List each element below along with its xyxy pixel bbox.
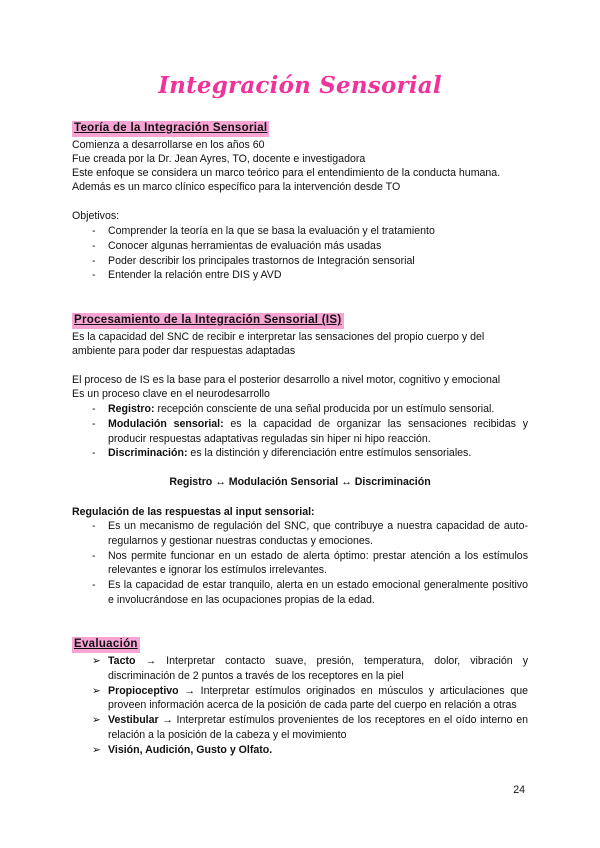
list-item: - Conocer algunas herramientas de evaluación más usadas <box>92 239 382 252</box>
arrow-bullet-icon: ➢ <box>92 743 101 756</box>
sequence-line: Registro ↔ Modulación Sensorial ↔ Discriminación <box>169 476 431 488</box>
text-line: Fue creada por la Dr. Jean Ayres, TO, docente e investigadora <box>72 153 366 165</box>
list-item: - Es la capacidad de estar tranquilo, alerta en un estado emocional generalmente positivo e involucrándose en las ocupaciones propias de la edad. <box>92 579 528 606</box>
list-item: ➢ Propioceptivo → Interpretar estímulos originados en músculos y articulaciones que proveen información acerca de la posición de cada parte del cuerpo en relación a otras <box>92 684 528 712</box>
page-title: Integración Sensorial <box>158 72 442 99</box>
list-item: - Es un mecanismo de regulación del SNC, que contribuye a nuestra capacidad de auto-regularnos y gestionar nuestras conductas y emociones. <box>92 520 528 547</box>
regulation-list <box>92 519 528 608</box>
section-heading-procesamiento: Procesamiento de la Integración Sensorial (IS) <box>72 313 344 329</box>
section-heading-teoria: Teoría de la Integración Sensorial <box>72 121 269 137</box>
list-item: - Modulación sensorial: es la capacidad de organizar las sensaciones recibidas y producir respuestas adaptativas reguladas sin hiper ni hipo reacción. <box>92 417 529 445</box>
arrow-bullet-icon: ➢ <box>92 714 101 727</box>
list-item: - Registro: recepción consciente de una señal producida por un estímulo sensorial. <box>92 403 495 415</box>
list-item: ➢ Tacto → Interpretar contacto suave, presión, temperatura, dolor, vibración y discriminación de 2 puntos a través de los receptores en la piel <box>92 655 528 682</box>
page-number: 24 <box>513 784 525 796</box>
list-item: - Entender la relación entre DIS y AVD <box>92 269 282 282</box>
objectives-label: Objetivos: <box>72 210 120 222</box>
section-heading-evaluacion: Evaluación <box>72 637 140 653</box>
text-line: Comienza a desarrollarse en los años 60 <box>72 139 265 151</box>
arrow-bullet-icon: ➢ <box>92 655 101 667</box>
text-line: Es la capacidad del SNC de recibir e interpretar las sensaciones del propio cuerpo y del <box>72 331 485 343</box>
text-line: Además es un marco clínico específico para la intervención desde TO <box>72 181 401 193</box>
list-item: - Discriminación: es la distinción y diferenciación entre estímulos sensoriales. <box>92 447 472 460</box>
list-item: - Nos permite funcionar en un estado de alerta óptimo: prestar atención a los estímulos relevantes e ignorar los estímulos irrelevantes. <box>92 549 528 577</box>
is-components-list <box>92 402 528 461</box>
evaluation-list <box>92 654 528 758</box>
text-line: El proceso de IS es la base para el posterior desarrollo a nivel motor, cognitivo y emocional <box>72 374 501 386</box>
text-line: Es un proceso clave en el neurodesarrollo <box>72 388 270 400</box>
text-line: Este enfoque se considera un marco teórico para el entendimiento de la conducta humana. <box>72 167 501 179</box>
text-line: ambiente para poder dar respuestas adaptadas <box>72 345 296 357</box>
list-item: - Comprender la teoría en la que se basa la evaluación y el tratamiento <box>92 225 435 237</box>
list-item: ➢ Vestibular → Interpretar estímulos provenientes de los receptores en el oído interno en relación a la posición de la cabeza y el movimiento <box>92 714 528 741</box>
regulation-heading: Regulación de las respuestas al input sensorial: <box>72 506 315 518</box>
list-item: ➢ Visión, Audición, Gusto y Olfato. <box>92 743 273 756</box>
arrow-bullet-icon: ➢ <box>92 684 101 697</box>
objectives-list <box>92 224 528 283</box>
list-item: - Poder describir los principales trastornos de Integración sensorial <box>92 254 415 267</box>
